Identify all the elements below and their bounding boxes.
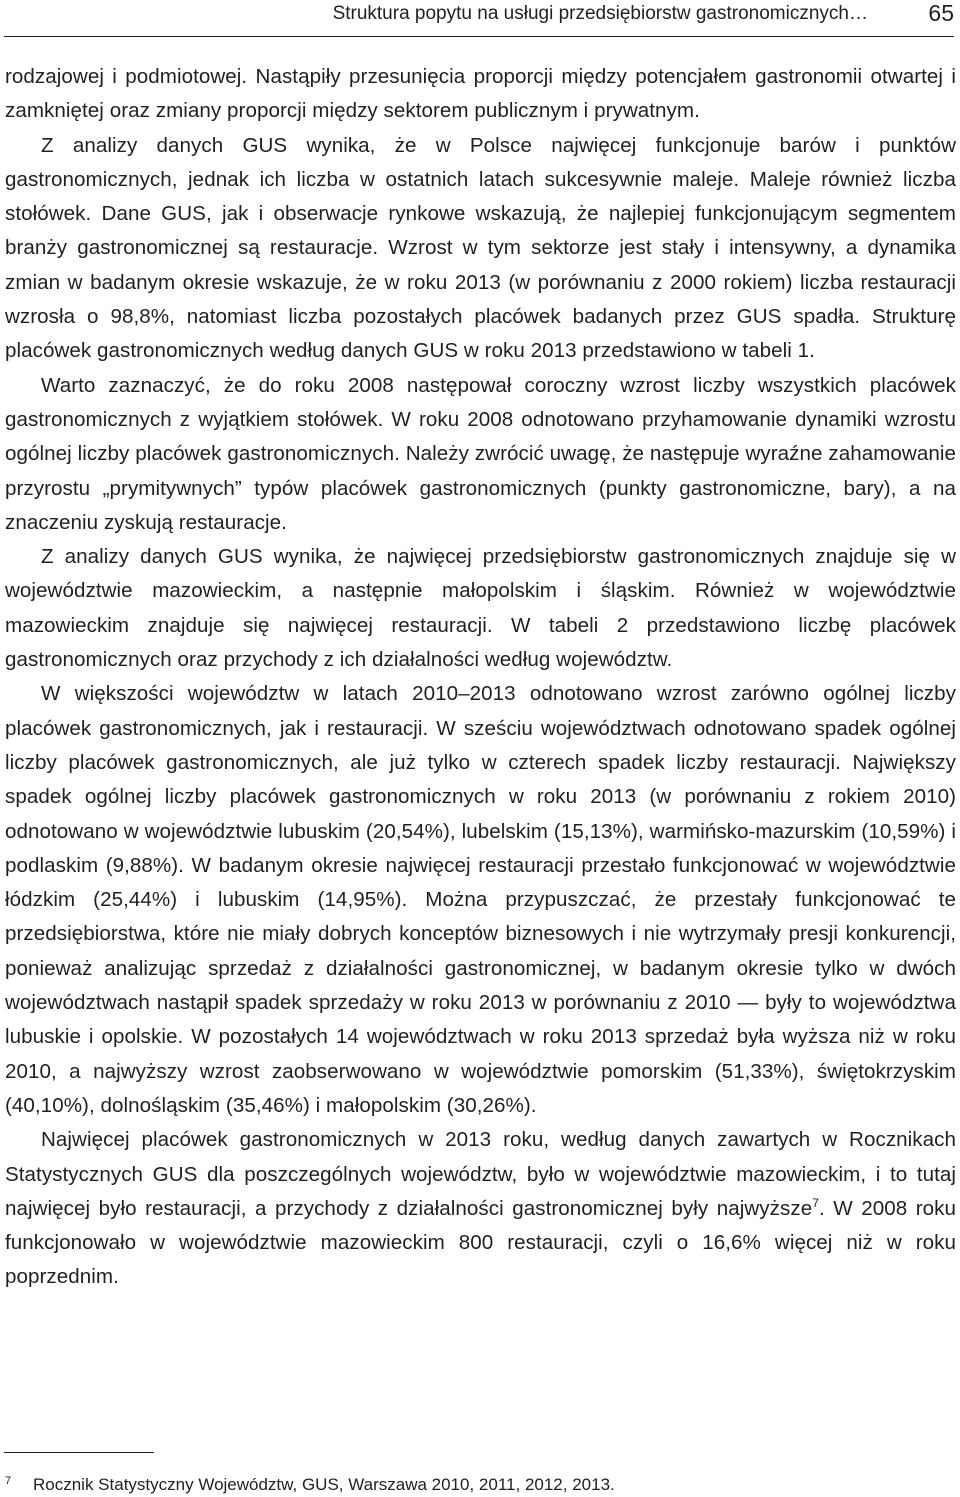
footnote-rule [4, 1452, 154, 1453]
paragraph-6-text: Najwięcej placówek gastronomicznych w 2013 roku, według danych zawartych w Rocznikach Statystycznych GUS dla poszczególnych województw, było w województwie mazowieckim, i to tutaj najwięcej było restauracji, a przychody z działalności gastronomicznej były najwyższe [5, 1128, 956, 1220]
footnote-text: Rocznik Statystyczny Województw, GUS, Warszawa 2010, 2011, 2012, 2013. [33, 1475, 615, 1494]
paragraph-4: Z analizy danych GUS wynika, że najwięcej przedsiębiorstw gastronomicznych znajduje się w województwie mazowieckim, a następnie małopolskim i śląskim. Również w województwie mazowieckim znajduje się najwięcej restauracji. W tabeli 2 przedstawiono liczbę placówek gastronomicznych oraz przychody z ich działalności według województw. [5, 545, 956, 672]
running-title: Struktura popytu na usługi przedsiębiorstw gastronomicznych… [332, 3, 868, 24]
paragraph-2: Z analizy danych GUS wynika, że w Polsce najwięcej funkcjonuje barów i punktów gastronomicznych, jednak ich liczba w ostatnich latach sukcesywnie maleje. Maleje również liczba stołówek. Dane GUS, jak i obserwacje rynkowe wskazują, że najlepiej funkcjonującym segmentem branży gastronomicznej są restauracje. Wzrost w tym sektorze jest stały i intensywny, a dynamika zmian w badanym okresie wskazuje, że w roku 2013 (w porównaniu z 2000 rokiem) liczba restauracji wzrosła o 98,8%, natomiast liczba pozostałych placówek badanych przez GUS spadła. Strukturę placówek gastronomicznych według danych GUS w roku 2013 przedstawiono w tabeli 1. [5, 133, 956, 363]
body-text [5, 60, 956, 1295]
footnote-reference[interactable]: 7 [812, 1195, 819, 1210]
paragraph-3: Warto zaznaczyć, że do roku 2008 następował coroczny wzrost liczby wszystkich placówek gastronomicznych z wyjątkiem stołówek. W roku 2008 odnotowano przyhamowanie dynamiki wzrostu ogólnej liczby placówek gastronomicznych. Należy zwrócić uwagę, że następuje wyraźne zahamowanie przyrostu „prymitywnych” typów placówek gastronomicznych (punkty gastronomiczne, bary), a na znaczeniu zyskują restauracje. [5, 373, 956, 534]
paragraph-5: W większości województw w latach 2010–2013 odnotowano wzrost zarówno ogólnej liczby placówek gastronomicznych, jak i restauracji. W sześciu województwach odnotowano spadek ogólnej liczby placówek gastronomicznych, ale już tylko w czterech spadek liczby restauracji. Największy spadek ogólnej liczby placówek gastronomicznych w roku 2013 (w porównaniu z rokiem 2010) odnotowano w województwie lubuskim (20,54%), lubelskim (15,13%), warmińsko-mazurskim (10,59%) i podlaskim (9,88%). W badanym okresie najwięcej restauracji przestało funkcjonować w województwie łódzkim (25,44%) i lubuskim (14,95%). Można przypuszczać, że przestały funkcjonować te przedsiębiorstwa, które nie miały dobrych konceptów biznesowych i nie wytrzymały presji konkurencji, ponieważ analizując sprzedaż z działalności gastronomicznej, w badanym okresie tylko w dwóch województwach nastąpił spadek sprzedaży w roku 2013 w porównaniu z 2010 — były to województwa lubuskie i opolskie. W pozostałych 14 województwach w roku 2013 sprzedaż była wyższa niż w roku 2010, a najwyższy wzrost zaobserwowano w województwie pomorskim (51,33%), świętokrzyskim (40,10%), dolnośląskim (35,46%) i małopolskim (30,26%). [5, 682, 956, 1117]
footnote [5, 1470, 945, 1496]
page-number: 65 [928, 0, 954, 26]
page-header [0, 0, 960, 38]
paragraph-6-text-end: . W 2008 roku funkcjonowało w województwie mazowieckim 800 restauracji, czyli o 16,6% więcej niż w roku poprzednim. [5, 1196, 956, 1289]
footnote-number: 7 [5, 1475, 12, 1487]
header-rule [4, 36, 954, 37]
paragraph-6 [5, 1123, 956, 1294]
paragraph-1: rodzajowej i podmiotowej. Nastąpiły przesunięcia proporcji między potencjałem gastronomii otwartej i zamkniętej oraz zmiany proporcji między sektorem publicznym i prywatnym. [5, 65, 956, 123]
